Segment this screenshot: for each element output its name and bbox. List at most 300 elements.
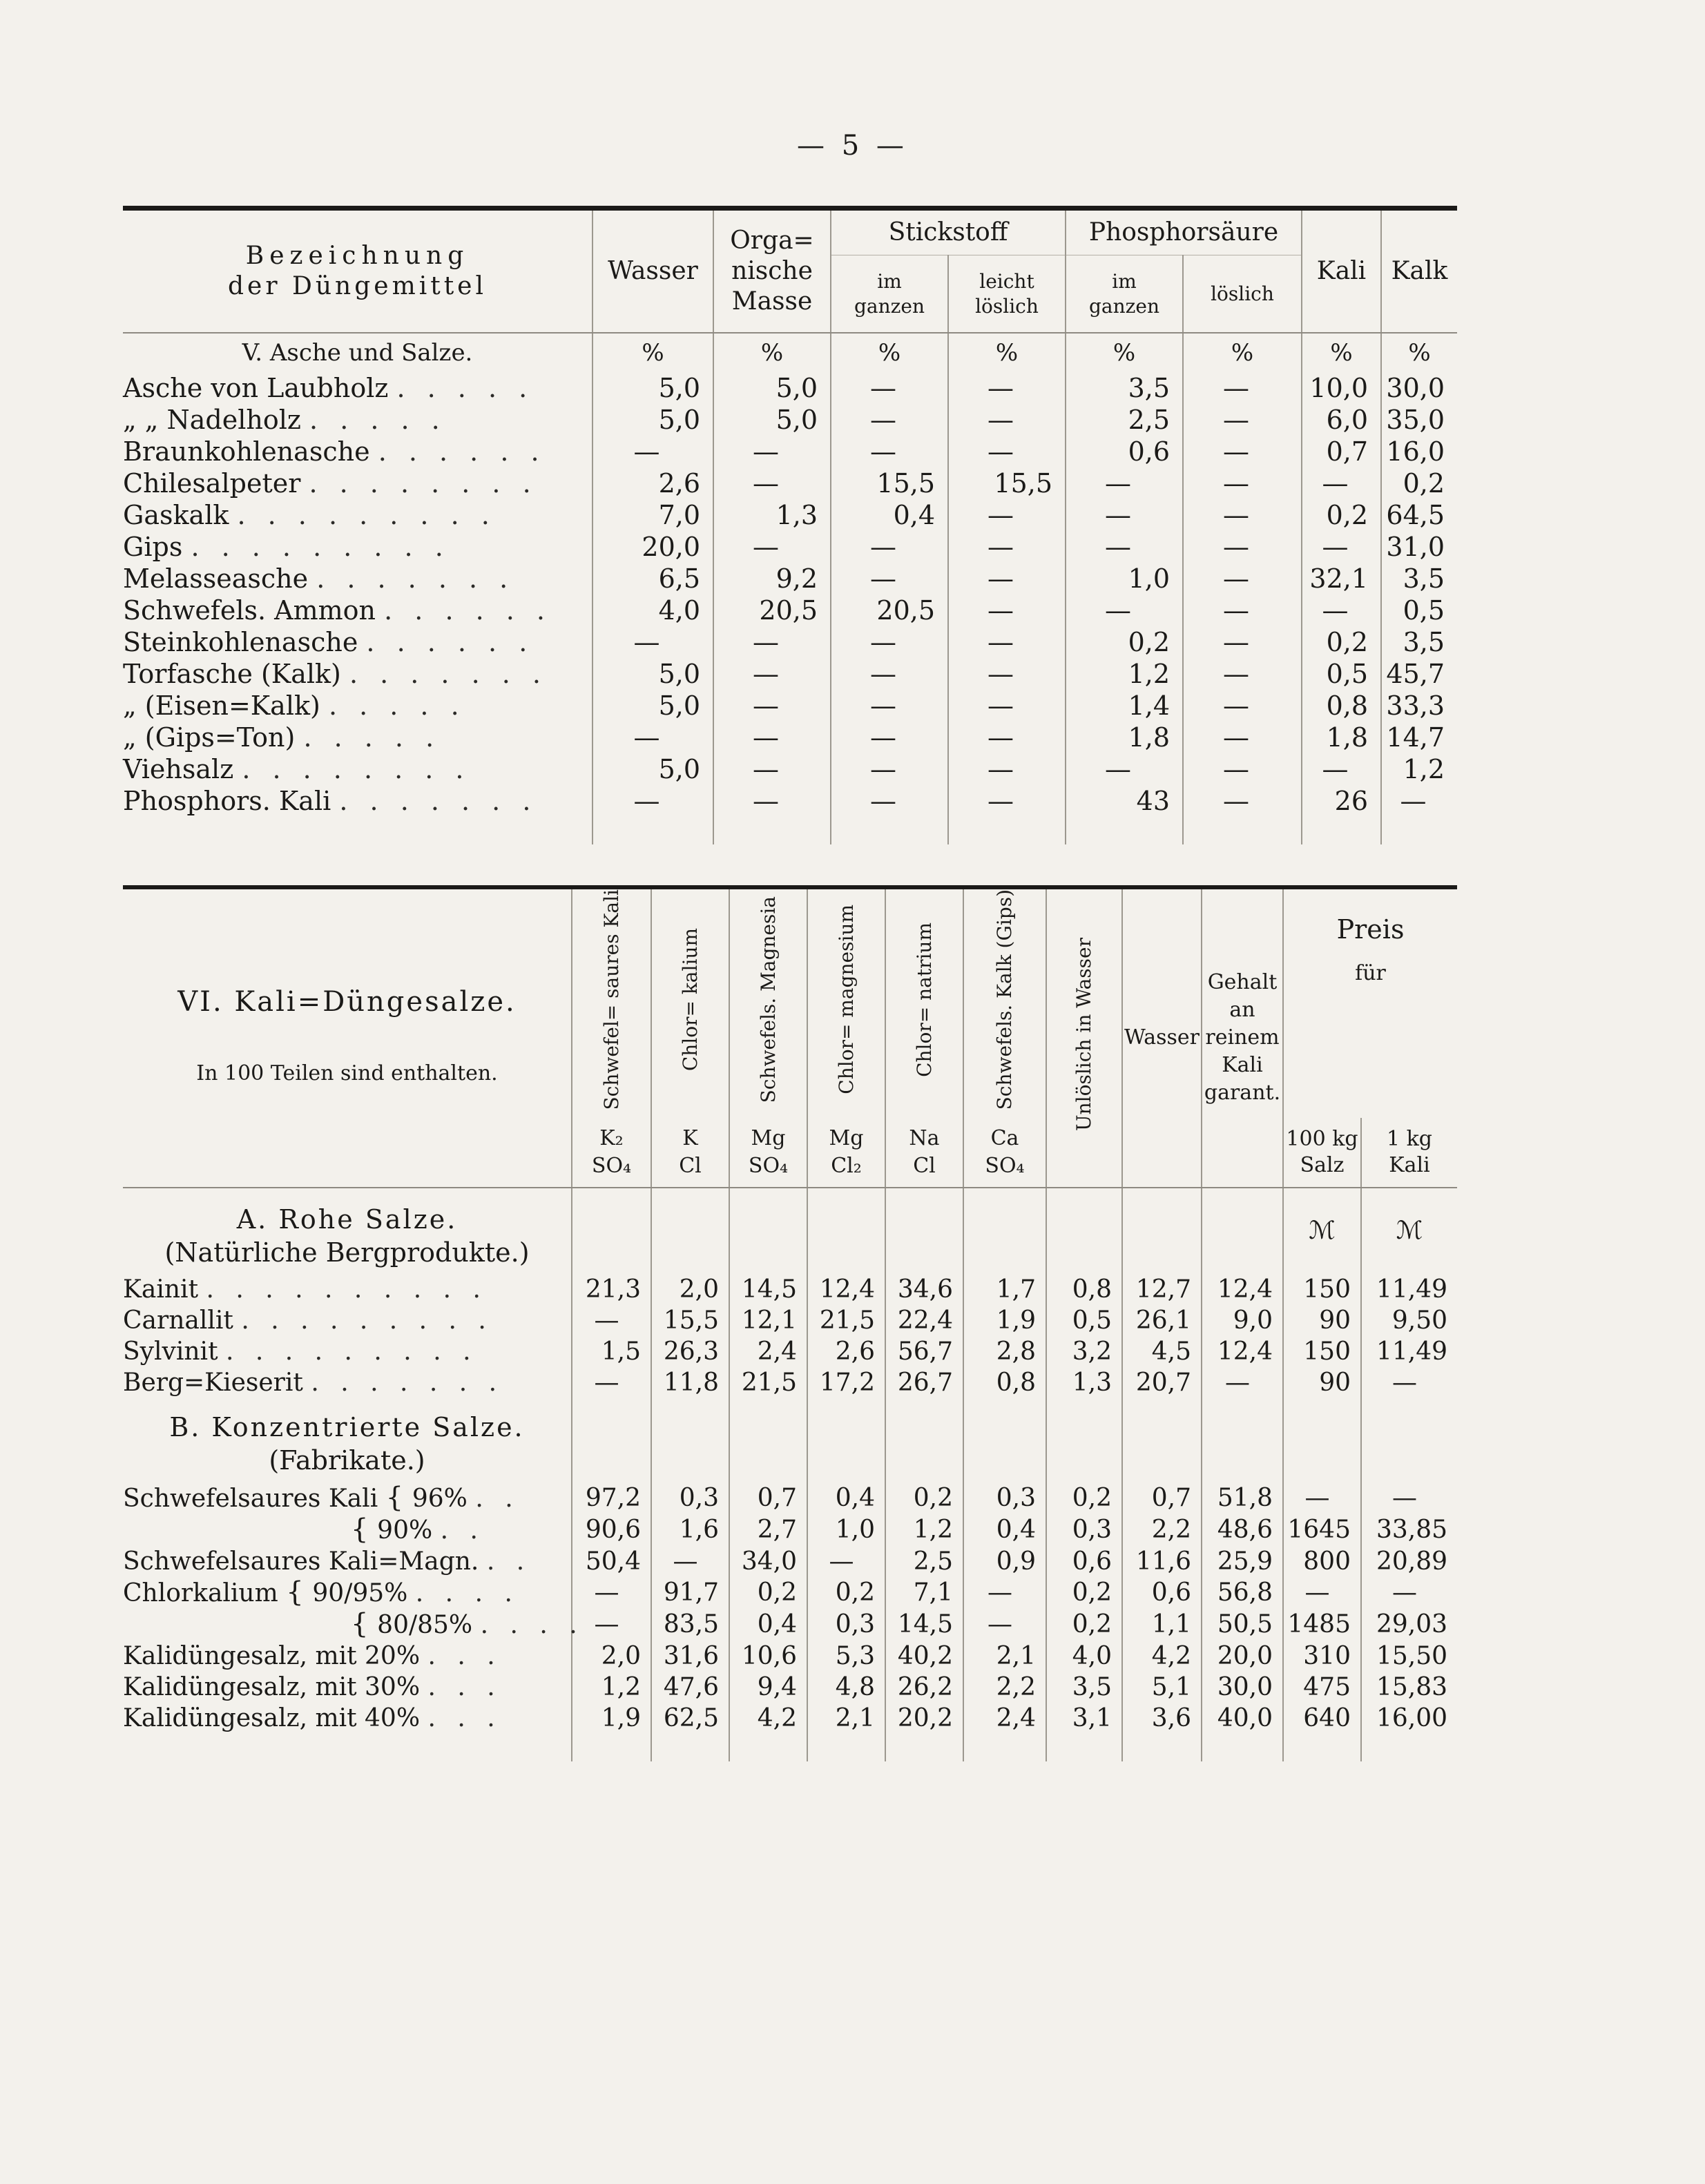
row-label xyxy=(123,467,593,499)
table-row xyxy=(123,1703,1457,1734)
row-label xyxy=(123,1514,572,1546)
table-row xyxy=(123,1577,1457,1609)
leader-dots: . . xyxy=(475,1484,520,1513)
row-name: Kalidüngesalz, mit 30% xyxy=(123,1672,421,1701)
table-row xyxy=(123,404,1457,436)
table-cell: — xyxy=(948,436,1066,467)
row-label xyxy=(123,690,593,722)
row-label xyxy=(123,563,593,595)
formula-so4: SO₄ xyxy=(591,1153,632,1178)
row-name: Chlorkalium xyxy=(123,1578,278,1607)
table-cell: — xyxy=(593,785,713,817)
leader-dots: . . . . . . . . . xyxy=(237,500,497,530)
header-designation-line2: der Düngemittel xyxy=(228,272,487,300)
formula-cl: Cl xyxy=(679,1153,702,1178)
unit-percent: % xyxy=(1066,333,1183,372)
table-cell: 0,3 xyxy=(963,1482,1046,1514)
formula-mg: Mg xyxy=(829,1125,864,1150)
table-cell: 1,7 xyxy=(963,1274,1046,1305)
table-cell: 2,6 xyxy=(807,1336,885,1367)
table-cell: — xyxy=(572,1305,651,1336)
leader-dots: . . . . . . . . . xyxy=(191,532,450,562)
table-cell: 34,6 xyxy=(885,1274,963,1305)
table-cell: 0,3 xyxy=(651,1482,729,1514)
table-row xyxy=(123,1641,1457,1672)
table-cell: 0,5 xyxy=(1046,1305,1122,1336)
table-cell: 12,4 xyxy=(1202,1274,1283,1305)
table-cell: — xyxy=(593,436,713,467)
row-label xyxy=(123,1577,572,1609)
table-cell: 50,4 xyxy=(572,1546,651,1577)
table-cell: — xyxy=(1183,531,1302,563)
table-cell: 1,9 xyxy=(572,1703,651,1734)
leader-dots: . . . xyxy=(427,1641,502,1670)
leader-dots: . . . . . xyxy=(309,405,447,435)
table-cell: 3,5 xyxy=(1381,563,1457,595)
table-cell: 2,2 xyxy=(963,1672,1046,1703)
table-cell: — xyxy=(831,563,948,595)
table-cell: 11,49 xyxy=(1361,1274,1457,1305)
row-label xyxy=(123,658,593,690)
table-cell: 0,3 xyxy=(807,1609,885,1641)
header-magnesium-chloride: Chlor= magnesium xyxy=(834,905,858,1095)
table1-body xyxy=(123,372,1457,817)
table-cell: — xyxy=(713,690,831,722)
row-label xyxy=(123,753,593,785)
table-row xyxy=(123,785,1457,817)
table-cell: 40,0 xyxy=(1202,1703,1283,1734)
table-cell: 1,2 xyxy=(1381,753,1457,785)
leader-dots: . . . . . . . . . xyxy=(225,1337,478,1366)
table-cell: — xyxy=(1361,1367,1457,1398)
table-cell: 15,5 xyxy=(831,467,948,499)
table-row xyxy=(123,626,1457,658)
table-cell: 5,1 xyxy=(1122,1672,1202,1703)
table-cell: 22,4 xyxy=(885,1305,963,1336)
brace-mark: { xyxy=(286,1576,313,1608)
row-subvariant: 90% xyxy=(377,1516,433,1545)
header-organic-line3: Masse xyxy=(731,287,813,316)
table-cell: — xyxy=(831,404,948,436)
table-cell: 1,8 xyxy=(1302,722,1381,753)
table-cell: 1,3 xyxy=(1046,1367,1122,1398)
table-cell: 2,8 xyxy=(963,1336,1046,1367)
table-cell: 1,9 xyxy=(963,1305,1046,1336)
formula-cl: Cl xyxy=(913,1153,936,1178)
leader-dots: . . . . . xyxy=(328,690,466,721)
table-cell: 14,7 xyxy=(1381,722,1457,753)
table-cell: — xyxy=(713,722,831,753)
table-cell: 20,0 xyxy=(1202,1641,1283,1672)
row-name: Sylvinit xyxy=(123,1337,218,1366)
table-cell: — xyxy=(831,436,948,467)
leader-dots: . . . . . . . xyxy=(316,563,515,594)
table-cell: 10,0 xyxy=(1302,372,1381,404)
table-cell: — xyxy=(1066,531,1183,563)
header-content-line4: Kali xyxy=(1222,1053,1263,1078)
unit-percent: % xyxy=(831,333,948,372)
table-cell: 4,0 xyxy=(593,595,713,626)
percent-row xyxy=(123,333,1457,372)
table-cell: 5,0 xyxy=(593,404,713,436)
row-name: Carnallit xyxy=(123,1306,233,1335)
table-row xyxy=(123,722,1457,753)
table-cell: — xyxy=(948,499,1066,531)
row-label xyxy=(123,785,593,817)
table-cell: — xyxy=(1066,499,1183,531)
section-a-title: A. Rohe Salze. xyxy=(236,1204,458,1235)
leader-dots: . . . . . xyxy=(303,722,441,753)
brace-mark: { xyxy=(385,1481,412,1514)
row-label xyxy=(123,499,593,531)
header-kali: Kali xyxy=(1302,209,1381,334)
table-cell: 6,5 xyxy=(593,563,713,595)
table-cell: 4,2 xyxy=(729,1703,807,1734)
table-cell: 9,2 xyxy=(713,563,831,595)
row-label xyxy=(123,1672,572,1703)
table-cell: 26,7 xyxy=(885,1367,963,1398)
table-cell: — xyxy=(948,372,1066,404)
table-cell: 12,4 xyxy=(807,1274,885,1305)
row-label xyxy=(123,1703,572,1734)
row-label xyxy=(123,372,593,404)
table-cell: — xyxy=(1183,499,1302,531)
table-cell: 2,4 xyxy=(963,1703,1046,1734)
header-salz: Salz xyxy=(1300,1152,1345,1177)
row-label xyxy=(123,1641,572,1672)
header-water: Wasser xyxy=(1122,887,1202,1187)
row-label xyxy=(123,722,593,753)
table-cell: — xyxy=(1066,595,1183,626)
table-cell: — xyxy=(1302,467,1381,499)
table-cell: — xyxy=(1183,626,1302,658)
table-cell: — xyxy=(948,531,1066,563)
header-kali: Kali xyxy=(1389,1152,1430,1177)
table-cell: — xyxy=(572,1609,651,1641)
table-cell: 475 xyxy=(1283,1672,1361,1703)
table-cell: — xyxy=(713,785,831,817)
formula-cl2: Cl₂ xyxy=(831,1153,862,1178)
table-cell: 29,03 xyxy=(1361,1609,1457,1641)
header-sodium-chloride: Chlor= natrium xyxy=(912,922,936,1077)
table-row xyxy=(123,1367,1457,1398)
table-row xyxy=(123,531,1457,563)
page-number: — 5 — xyxy=(797,130,908,162)
table-cell: 5,0 xyxy=(713,372,831,404)
table-row xyxy=(123,372,1457,404)
leader-dots: . . . . . . xyxy=(378,436,546,467)
table-cell: 26,1 xyxy=(1122,1305,1202,1336)
table-cell: 0,7 xyxy=(729,1482,807,1514)
table-cell: 0,4 xyxy=(807,1482,885,1514)
table-cell: 21,5 xyxy=(729,1367,807,1398)
table-cell: 45,7 xyxy=(1381,658,1457,690)
table-cell: — xyxy=(963,1609,1046,1641)
unit-percent: % xyxy=(1381,333,1457,372)
row-name: Schwefelsaures Kali=Magn. xyxy=(123,1547,479,1576)
formula-mg: Mg xyxy=(751,1125,786,1150)
table-cell: 12,1 xyxy=(729,1305,807,1336)
table-cell: 0,7 xyxy=(1122,1482,1202,1514)
table-cell: 26,3 xyxy=(651,1336,729,1367)
table-cell: 0,5 xyxy=(1302,658,1381,690)
table-row xyxy=(123,1336,1457,1367)
section-b-title: B. Konzentrierte Salze. xyxy=(169,1411,525,1442)
table-row xyxy=(123,467,1457,499)
table-cell: 30,0 xyxy=(1381,372,1457,404)
leader-dots: . . . . xyxy=(415,1578,519,1607)
table-cell: — xyxy=(831,722,948,753)
table-cell: 50,5 xyxy=(1202,1609,1283,1641)
table-cell: 33,3 xyxy=(1381,690,1457,722)
table-cell: — xyxy=(713,753,831,785)
table-cell: 11,49 xyxy=(1361,1336,1457,1367)
row-name: Phosphors. Kali xyxy=(123,786,331,816)
table-cell: — xyxy=(948,658,1066,690)
table-cell: — xyxy=(831,690,948,722)
table-cell: 26,2 xyxy=(885,1672,963,1703)
table-cell: 21,3 xyxy=(572,1274,651,1305)
row-name: Melasseasche xyxy=(123,563,309,594)
row-name: Asche von Laubholz xyxy=(123,373,389,403)
table-cell: 34,0 xyxy=(729,1546,807,1577)
table-cell: 4,2 xyxy=(1122,1641,1202,1672)
table-cell: 90 xyxy=(1283,1305,1361,1336)
table-cell: 310 xyxy=(1283,1641,1361,1672)
table-cell: 0,2 xyxy=(1381,467,1457,499)
row-name: Braunkohlenasche xyxy=(123,436,370,467)
table-cell: — xyxy=(831,626,948,658)
row-name: Berg=Kieserit xyxy=(123,1368,303,1397)
table-cell: — xyxy=(593,722,713,753)
table-cell: 3,2 xyxy=(1046,1336,1122,1367)
row-name: Torfasche (Kalk) xyxy=(123,659,341,689)
header-phos-im: im xyxy=(1112,269,1137,293)
leader-dots: . . . . . . . . xyxy=(242,754,471,784)
table-cell: 20,2 xyxy=(885,1703,963,1734)
table-cell: 2,1 xyxy=(963,1641,1046,1672)
unit-percent: % xyxy=(593,333,713,372)
table-cell: 20,89 xyxy=(1361,1546,1457,1577)
unit-percent: % xyxy=(713,333,831,372)
row-label xyxy=(123,404,593,436)
table-cell: 0,6 xyxy=(1066,436,1183,467)
table1-bottom-spacer xyxy=(123,817,1457,844)
table-row xyxy=(123,563,1457,595)
header-content-line1: Gehalt xyxy=(1207,970,1278,995)
table-cell: — xyxy=(831,372,948,404)
leader-dots: . . . . . xyxy=(396,373,534,403)
table-cell: 1645 xyxy=(1283,1514,1361,1546)
table-row xyxy=(123,1514,1457,1546)
header-content-line3: reinem xyxy=(1205,1025,1280,1050)
table-cell: 15,83 xyxy=(1361,1672,1457,1703)
table-cell: 14,5 xyxy=(729,1274,807,1305)
formula-k: K xyxy=(682,1125,698,1150)
table-cell: — xyxy=(1381,785,1457,817)
table-row xyxy=(123,1546,1457,1577)
table-cell: 4,8 xyxy=(807,1672,885,1703)
header-potassium-chloride: Chlor= kalium xyxy=(678,928,702,1072)
row-label xyxy=(123,1336,572,1367)
row-name: Schwefels. Ammon xyxy=(123,595,376,626)
header-price: Preis xyxy=(1336,914,1405,945)
table-cell: 90,6 xyxy=(572,1514,651,1546)
table-cell: — xyxy=(1183,563,1302,595)
row-name: „ (Eisen=Kalk) xyxy=(123,690,320,721)
table-potash-fertilizers xyxy=(123,885,1457,1761)
row-name: Kainit xyxy=(123,1275,199,1304)
table-cell: 97,2 xyxy=(572,1482,651,1514)
row-label xyxy=(123,1367,572,1398)
table-cell: — xyxy=(1183,436,1302,467)
table-cell: 3,5 xyxy=(1066,372,1183,404)
table-cell: — xyxy=(1183,595,1302,626)
table-cell: — xyxy=(572,1367,651,1398)
leader-dots: . . . . xyxy=(480,1610,584,1639)
table-cell: — xyxy=(1066,467,1183,499)
row-label xyxy=(123,1274,572,1305)
leader-dots: . . xyxy=(486,1547,532,1576)
table-cell: — xyxy=(1183,753,1302,785)
table-cell: 150 xyxy=(1283,1336,1361,1367)
row-name: Kalidüngesalz, mit 40% xyxy=(123,1703,421,1732)
table-cell: — xyxy=(1183,658,1302,690)
row-label xyxy=(123,1482,572,1514)
table-cell: 91,7 xyxy=(651,1577,729,1609)
table-cell: 21,5 xyxy=(807,1305,885,1336)
table-cell: 11,6 xyxy=(1122,1546,1202,1577)
header-stickstoff: Stickstoff xyxy=(831,209,1066,255)
leader-dots: . . . . . . xyxy=(366,627,534,657)
table-cell: 0,4 xyxy=(729,1609,807,1641)
table-cell: 7,1 xyxy=(885,1577,963,1609)
leader-dots: . . . . . . . xyxy=(311,1368,504,1397)
table-cell: — xyxy=(948,722,1066,753)
header-1kg: 1 kg xyxy=(1387,1126,1433,1151)
header-organic-line1: Orga= xyxy=(730,226,814,255)
table-cell: 1,0 xyxy=(1066,563,1183,595)
formula-ca: Ca xyxy=(990,1125,1019,1150)
table-cell: 1,0 xyxy=(807,1514,885,1546)
table-cell: 0,2 xyxy=(885,1482,963,1514)
table-cell: 0,2 xyxy=(1046,1577,1122,1609)
table-cell: 0,2 xyxy=(1302,499,1381,531)
row-label xyxy=(123,626,593,658)
table-cell: — xyxy=(948,690,1066,722)
table-cell: 1,1 xyxy=(1122,1609,1202,1641)
table-cell: — xyxy=(651,1546,729,1577)
unit-percent: % xyxy=(948,333,1066,372)
table-cell: 9,0 xyxy=(1202,1305,1283,1336)
table-cell: 32,1 xyxy=(1302,563,1381,595)
table-cell: 0,4 xyxy=(963,1514,1046,1546)
row-label xyxy=(123,436,593,467)
table-cell: — xyxy=(1302,595,1381,626)
table-cell: — xyxy=(713,626,831,658)
row-name: Gips xyxy=(123,532,183,562)
table-cell: 4,0 xyxy=(1046,1641,1122,1672)
table2-header-top xyxy=(123,887,1457,1118)
table-cell: — xyxy=(831,658,948,690)
table-row xyxy=(123,436,1457,467)
table-cell: 0,2 xyxy=(1302,626,1381,658)
table-cell: — xyxy=(1066,753,1183,785)
table-cell: — xyxy=(948,753,1066,785)
row-subvariant: 80/85% xyxy=(377,1610,473,1639)
table-cell: — xyxy=(1183,467,1302,499)
header-magnesium-sulfate: Schwefels. Magnesia xyxy=(756,896,780,1103)
section-v-title: V. Asche und Salze. xyxy=(242,339,473,367)
table-cell: 47,6 xyxy=(651,1672,729,1703)
table-cell: — xyxy=(1202,1367,1283,1398)
table2-body-a xyxy=(123,1274,1457,1398)
row-name: Kalidüngesalz, mit 20% xyxy=(123,1641,421,1670)
formula-na: Na xyxy=(909,1125,940,1150)
table-cell: 3,5 xyxy=(1381,626,1457,658)
table-cell: — xyxy=(1361,1482,1457,1514)
header-potassium-sulfate: Schwefel= saures Kali xyxy=(599,889,623,1110)
table-row xyxy=(123,595,1457,626)
table-cell: 1,8 xyxy=(1066,722,1183,753)
table-cell: 12,4 xyxy=(1202,1336,1283,1367)
table-cell: — xyxy=(948,563,1066,595)
unit-percent: % xyxy=(1302,333,1381,372)
leader-dots: . . . . . . . . . xyxy=(241,1306,493,1335)
table-cell: — xyxy=(948,785,1066,817)
table-cell: 0,6 xyxy=(1046,1546,1122,1577)
header-stick-ganzen: ganzen xyxy=(854,294,925,318)
table-cell: 7,0 xyxy=(593,499,713,531)
table-cell: — xyxy=(831,753,948,785)
table-cell: — xyxy=(1183,785,1302,817)
table-cell: 0,2 xyxy=(1066,626,1183,658)
table-cell: 2,0 xyxy=(651,1274,729,1305)
table-cell: 0,3 xyxy=(1046,1514,1122,1546)
header-stick-im: im xyxy=(877,269,902,293)
header-insoluble: Unlöslich in Wasser xyxy=(1072,937,1095,1131)
table-cell: 12,7 xyxy=(1122,1274,1202,1305)
table-cell: 43 xyxy=(1066,785,1183,817)
row-name: „ „ Nadelholz xyxy=(123,405,301,435)
section-a-subtitle: (Natürliche Bergprodukte.) xyxy=(164,1237,530,1268)
table-row xyxy=(123,499,1457,531)
leader-dots: . . . . . . . . xyxy=(309,468,538,499)
brace-mark: { xyxy=(351,1513,378,1545)
leader-dots: . . xyxy=(440,1516,485,1545)
leader-dots: . . . . . . xyxy=(384,595,552,626)
table-cell: 1,6 xyxy=(651,1514,729,1546)
header-content-line5: garant. xyxy=(1204,1081,1281,1105)
table-cell: 1,4 xyxy=(1066,690,1183,722)
table-cell: 3,1 xyxy=(1046,1703,1122,1734)
table-cell: 2,1 xyxy=(807,1703,885,1734)
currency-mark: ℳ xyxy=(1283,1188,1361,1274)
unit-percent: % xyxy=(1183,333,1302,372)
row-label xyxy=(123,595,593,626)
table-cell: 0,9 xyxy=(963,1546,1046,1577)
row-name: Schwefelsaures Kali xyxy=(123,1484,378,1513)
table-cell: 1,3 xyxy=(713,499,831,531)
table-cell: 20,5 xyxy=(713,595,831,626)
table-cell: 2,2 xyxy=(1122,1514,1202,1546)
row-name: „ (Gips=Ton) xyxy=(123,722,296,753)
header-wasser: Wasser xyxy=(593,209,713,334)
table-cell: 33,85 xyxy=(1361,1514,1457,1546)
table-cell: — xyxy=(713,531,831,563)
table-cell: 20,0 xyxy=(593,531,713,563)
table-cell: 0,6 xyxy=(1122,1577,1202,1609)
